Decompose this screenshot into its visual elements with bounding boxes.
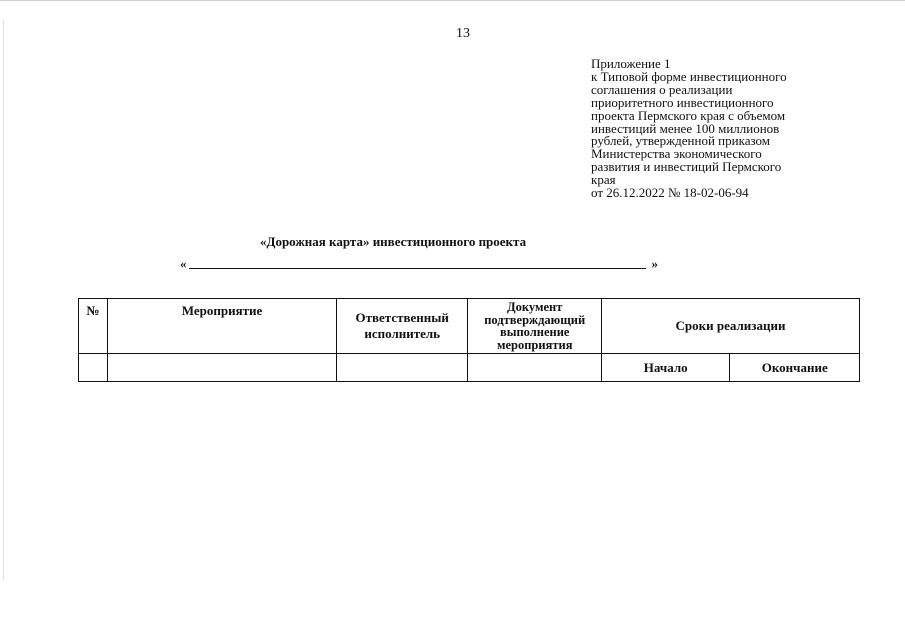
- appendix-line: Приложение 1: [591, 56, 671, 71]
- header-end: Окончание: [730, 354, 860, 382]
- close-quote: »: [651, 256, 658, 271]
- roadmap-table: [78, 298, 860, 382]
- header-document-line: мероприятия: [496, 337, 573, 352]
- appendix-line: проекта Пермского края с объемом: [591, 107, 786, 123]
- appendix-line: приоритетного инвестиционного: [591, 94, 774, 110]
- header-start: Начало: [601, 354, 729, 382]
- open-quote: «: [180, 256, 187, 271]
- appendix-line: развития и инвестиций Пермского: [591, 159, 782, 175]
- header-document-line: подтверждающий: [484, 312, 586, 327]
- appendix-line: края: [591, 172, 616, 188]
- header-responsible-line: исполнитель: [364, 326, 441, 341]
- table-subheader-row: [79, 354, 860, 382]
- appendix-line: к Типовой форме инвестиционного: [591, 68, 787, 84]
- header-terms: Сроки реализации: [601, 299, 859, 354]
- page-number: 13: [456, 26, 470, 41]
- header-document-line: Документ: [507, 300, 563, 314]
- appendix-line: инвестиций менее 100 миллионов: [591, 120, 780, 136]
- header-document: [468, 299, 602, 354]
- header-number: №: [79, 299, 108, 354]
- empty-cell: [468, 354, 602, 382]
- empty-cell: [79, 354, 108, 382]
- empty-cell: [336, 354, 468, 382]
- appendix-line: Министерства экономического: [591, 146, 762, 162]
- appendix-line: рублей, утвержденной приказом: [591, 133, 771, 149]
- project-name-underline: [189, 268, 646, 269]
- appendix-line: от 26.12.2022 № 18-02-06-94: [591, 185, 749, 201]
- header-document-line: выполнение: [499, 325, 570, 339]
- document-title: «Дорожная карта» инвестиционного проекта: [260, 234, 527, 249]
- appendix-line: соглашения о реализации: [591, 81, 733, 97]
- table-header-row: [79, 299, 860, 354]
- header-responsible-line: Ответственный: [355, 310, 449, 325]
- appendix-header: [591, 58, 831, 200]
- scan-left-edge: [3, 20, 4, 580]
- empty-cell: [108, 354, 337, 382]
- scan-top-edge: [0, 0, 905, 1]
- project-name-field: [180, 256, 658, 272]
- header-event: Мероприятие: [108, 299, 337, 354]
- header-responsible: [336, 299, 468, 354]
